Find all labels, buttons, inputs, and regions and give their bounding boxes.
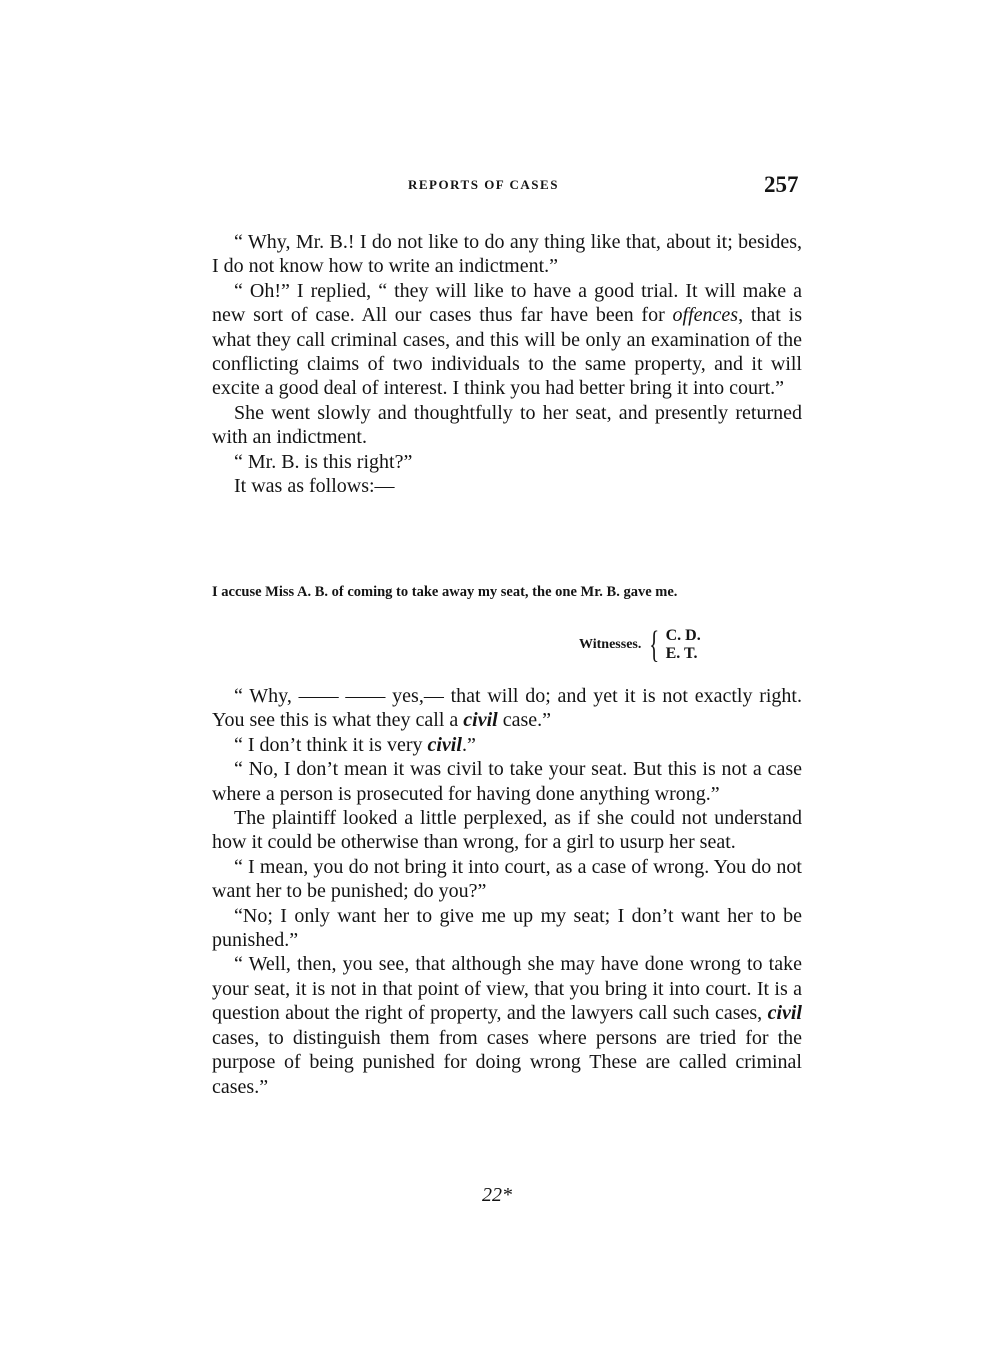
indictment-text: I accuse Miss A. B. of coming to take away my seat, the one Mr. B. gave me. xyxy=(212,584,678,600)
emphasis: civil xyxy=(767,1002,802,1025)
signature-mark: 22* xyxy=(482,1184,512,1206)
body-text-top xyxy=(212,230,802,498)
text-run: “ I don’t think it is very xyxy=(234,733,428,756)
text-run: “ Well, then, you see, that although she may have done wrong to take your seat, it is not in that point of view, that you bring it into court. It is a question about the right of property, and the lawyers call such cases, xyxy=(212,953,802,1025)
page-number: 257 xyxy=(764,172,799,197)
paragraph: “ Why, Mr. B.! I do not like to do any thing like that, about it; besides, I do not know how to write an indictment.” xyxy=(212,231,802,278)
paragraph xyxy=(212,952,802,1098)
witness-name: C. D. xyxy=(665,627,701,644)
paragraph: She went slowly and thoughtfully to her seat, and presently returned with an indictment. xyxy=(212,401,802,449)
text-run: cases, to distinguish them from cases where persons are tried for the purpose of being punished for doing wrong These are called criminal cases.” xyxy=(212,1026,802,1098)
brace-icon: { xyxy=(649,624,660,666)
text-run: case.” xyxy=(497,709,552,732)
emphasis: civil xyxy=(427,733,462,756)
paragraph: It was as follows:— xyxy=(234,475,395,498)
paragraph xyxy=(212,279,802,401)
witnesses-label: Witnesses. xyxy=(579,637,642,652)
paragraph xyxy=(212,733,802,757)
paragraph: “ No, I don’t mean it was civil to take your seat. But this is not a case where a person is prosecuted for having done anything wrong.” xyxy=(212,758,802,805)
text-run: .” xyxy=(461,733,476,756)
text-run: , that is what they call criminal cases, and this will be only an examination of the conflicting claims of two individuals to the same property, and it will excite a good deal of interest. I think you had better bring it into court.” xyxy=(212,304,802,400)
running-head: REPORTS OF CASES xyxy=(408,177,559,192)
text-run: “ Oh!” I replied, “ they will like to have a good trial. It will make a new sort of case. All our cases thus far have been for xyxy=(212,279,802,327)
paragraph: The plaintiff looked a little perplexed, as if she could not understand how it could be otherwise than wrong, for a girl to usurp her seat. xyxy=(212,807,802,854)
emphasis: civil xyxy=(463,709,498,732)
emphasis: offences xyxy=(672,304,739,327)
witness-names xyxy=(666,627,701,663)
text-run: “ Why, —— —— yes,— that will do; and yet it is not exactly right. You see this is what they call a xyxy=(212,685,802,732)
paragraph: “ Mr. B. is this right?” xyxy=(234,450,413,473)
body-text-bottom xyxy=(212,684,802,1099)
witness-name: E. T. xyxy=(665,645,698,662)
paragraph xyxy=(212,684,802,733)
witnesses xyxy=(579,626,701,664)
paragraph: “ I mean, you do not bring it into court, as a case of wrong. You do not want her to be punished; do you?” xyxy=(212,855,802,903)
paragraph: “No; I only want her to give me up my seat; I don’t want her to be punished.” xyxy=(212,904,802,952)
